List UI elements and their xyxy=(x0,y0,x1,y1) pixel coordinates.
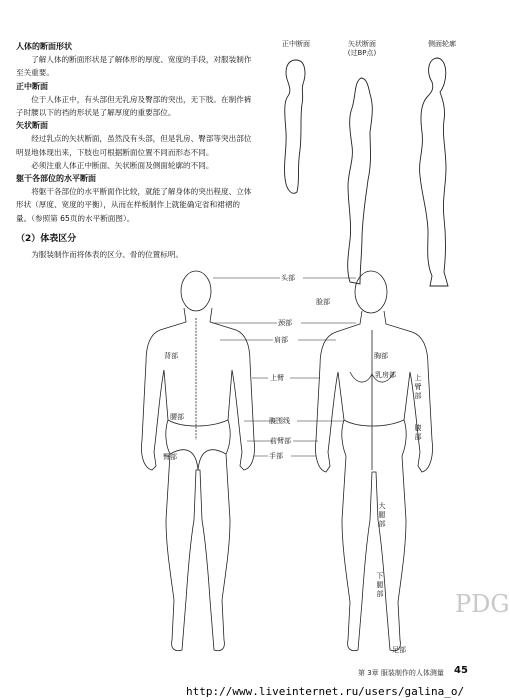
label-hip: 臀部 xyxy=(163,453,177,461)
label-breast: 乳房部 xyxy=(375,371,396,379)
caption-median: 正中断面 xyxy=(282,40,310,48)
label-side-abdomen: 腹部 xyxy=(414,424,422,441)
paragraph-median: 位于人体正中，有头部但无乳房及臀部的突出，无下肢。在制作裤子时腰以下的裆的形状是了解厚度的重要部位。 xyxy=(16,94,252,118)
heading-cross-section: 人体的断面形状 xyxy=(16,42,72,51)
caption-sagittal-bp: (过BP点) xyxy=(347,49,377,57)
paragraph-intro: 了解人体的断面形状是了解体形的厚度、宽度的手段，对服装制作至关重要。 xyxy=(16,55,252,78)
heading-median-section: 正中断面 xyxy=(16,81,48,91)
front-figure xyxy=(315,271,432,651)
label-upper-arm: 上臂 xyxy=(270,374,284,382)
caption-side-profile: 侧面轮廓 xyxy=(428,40,456,48)
page-number: 45 xyxy=(454,665,468,676)
heading-horizontal-section: 躯干各部位的水平断面 xyxy=(16,174,96,184)
caption-sagittal: 矢状断面 xyxy=(348,40,376,48)
heading-sagittal-section: 矢状断面 xyxy=(16,121,48,131)
label-hand: 手部 xyxy=(269,452,283,460)
source-url[interactable]: http://www.liveinternet.ru/users/galina_o/ xyxy=(186,685,465,698)
label-face: 脸部 xyxy=(316,298,330,306)
paragraph-body-surface: 为服装制作而将体表的区分、骨的位置标明。 xyxy=(31,250,184,260)
label-side-upper-arm: 上臂部 xyxy=(414,374,422,400)
watermark: PDG xyxy=(455,590,510,618)
footer-chapter: 第 3章 服装制作的人体测量 xyxy=(358,669,444,677)
label-foot: 足部 xyxy=(392,646,406,654)
label-chest: 胸部 xyxy=(374,352,388,360)
label-thigh: 大腿部 xyxy=(378,502,386,528)
paragraph-sagittal-note: 必须注重人体正中断面、矢状断面及侧面轮廓的不同。 xyxy=(31,160,214,170)
label-back: 背部 xyxy=(164,352,178,360)
label-forearm: 前臂部 xyxy=(270,437,291,445)
back-figure xyxy=(141,271,254,651)
sagittal-section-outline xyxy=(348,78,373,284)
label-abdomen-line: 腹围线 xyxy=(269,417,290,425)
label-neck: 颈部 xyxy=(278,319,292,327)
paragraph-horizontal: 将躯干各部位的水平断面作比较，就能了解身体的突出程度、立体形状（厚度、宽度的平衡），从而在样板制作上就能确定省和裙褶的量。（参照第 65页的水平断面图）。 xyxy=(16,187,252,223)
url-strip xyxy=(0,684,497,700)
label-shoulder: 肩部 xyxy=(274,336,288,344)
paragraph-sagittal: 经过乳点的矢状断面，虽然没有头部，但是乳房、臀部等突出部位明显地体现出来，下肢也可根据断面位置不同而形态不同。 xyxy=(16,134,252,157)
median-section-outline xyxy=(284,60,305,193)
label-head: 头部 xyxy=(281,274,295,282)
side-profile-outline xyxy=(420,58,448,286)
label-waist: 腰部 xyxy=(170,413,184,421)
label-shin: 下腿部 xyxy=(376,572,384,598)
heading-body-surface: （2）体表区分 xyxy=(16,233,77,244)
